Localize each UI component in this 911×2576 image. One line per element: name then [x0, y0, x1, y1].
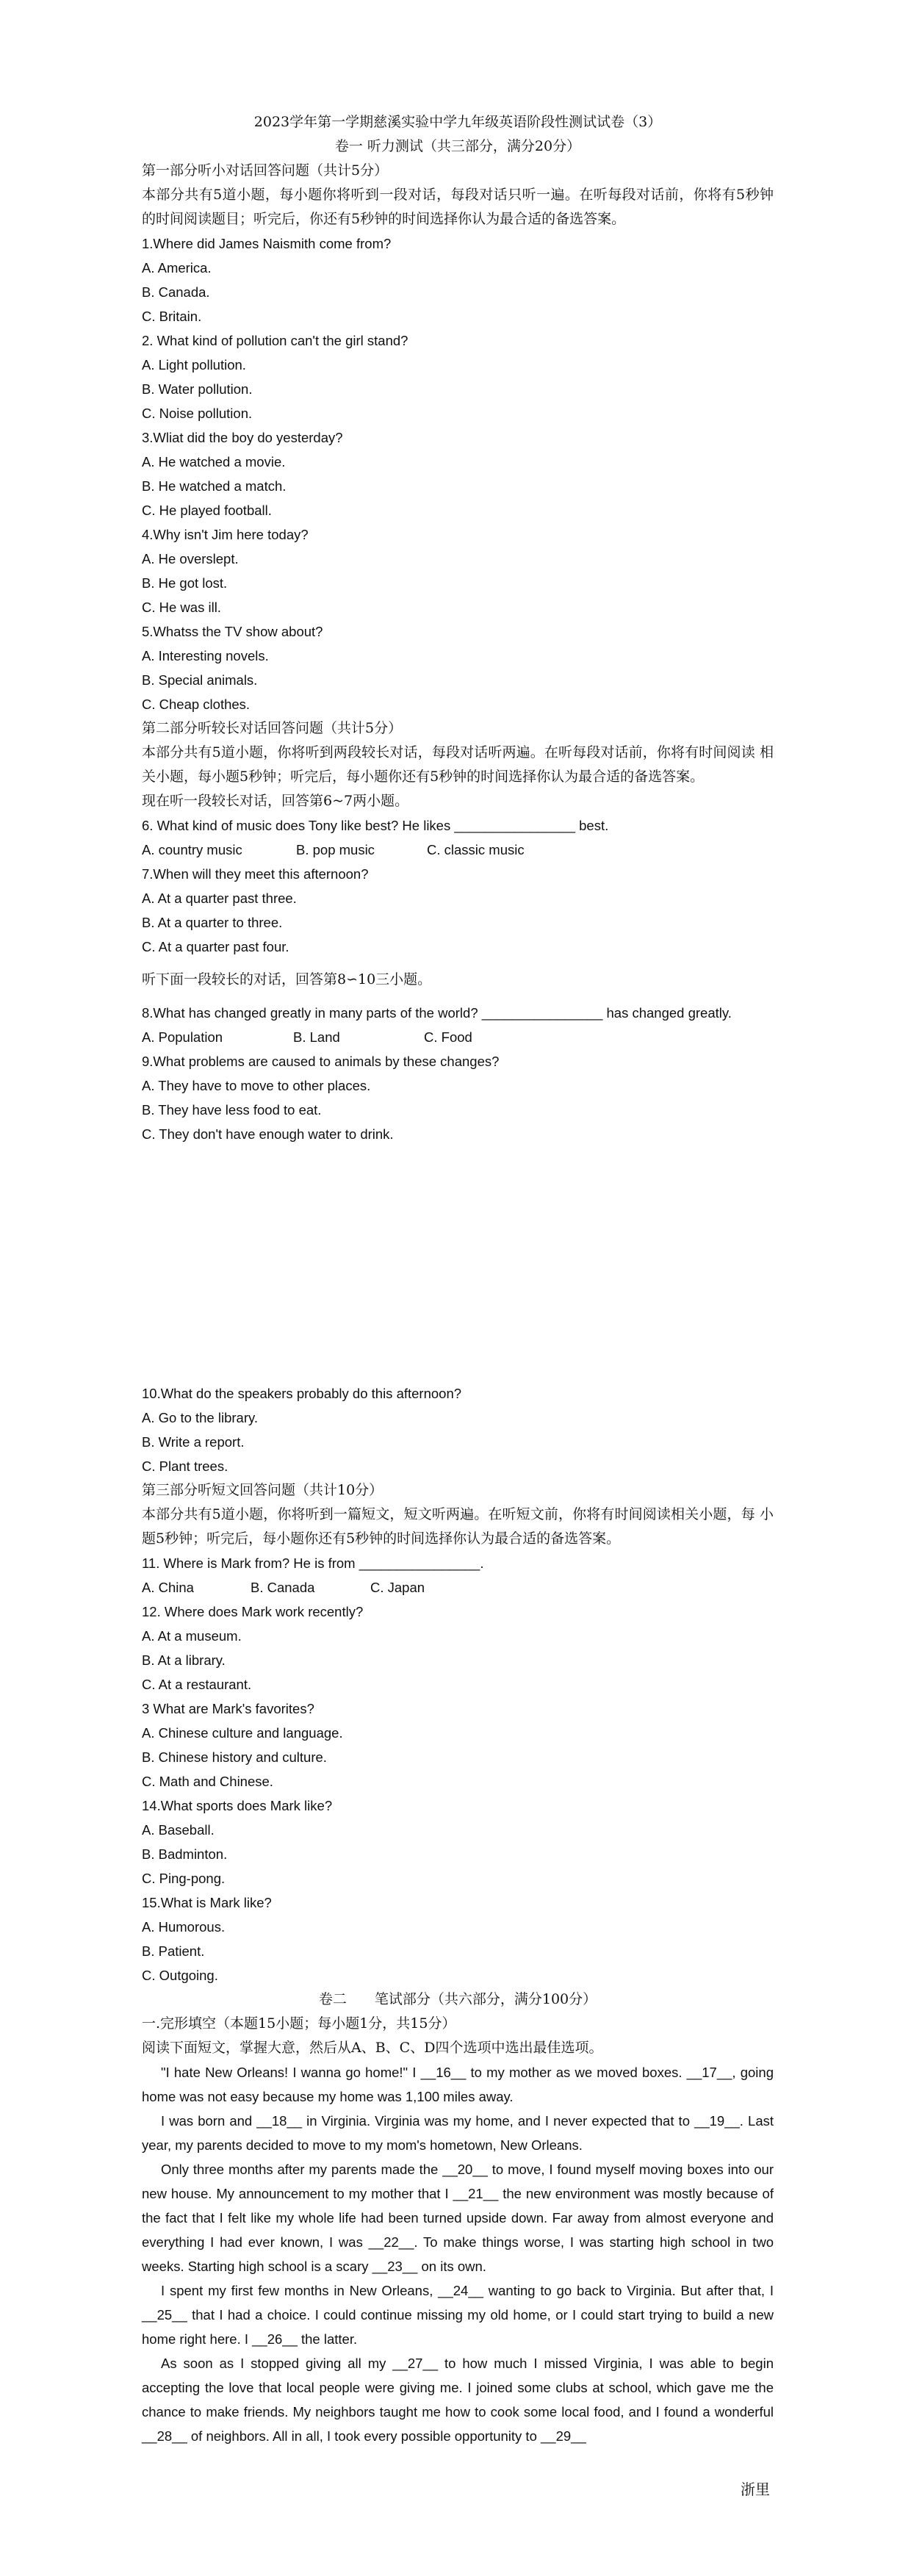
volume2-heading: 卷二 笔试部分（共六部分，满分100分） — [318, 1991, 597, 2007]
question-stem: 3.Wliat did the boy do yesterday? — [142, 430, 343, 445]
part2-heading: 第二部分听较长对话回答问题（共计5分） — [142, 720, 403, 736]
option: B. Special animals. — [142, 672, 258, 688]
cloze-paragraph: As soon as I stopped giving all my __27__ to how much I missed Virginia, I was able to begin accepting the love that local people were giving me. I joined some clubs at school, which gave me the chance to make friends. My neighbors taught me how to cook some local food, and I found a wonderful __28__ of neighbors. All in all, I took every possible opportunity to __29__ — [142, 2356, 774, 2444]
option: C. Japan — [370, 1580, 425, 1595]
cloze-paragraph: "I hate New Orleans! I wanna go home!" I __16__ to my mother as we moved boxes. __17__, going home was not easy because my home was 1,100 miles away. — [142, 2065, 774, 2104]
question-stem: 8.What has changed greatly in many parts of the world? ________________ has changed greatly. — [142, 1005, 732, 1021]
option: B. Chinese history and culture. — [142, 1749, 327, 1765]
option: A. At a museum. — [142, 1628, 242, 1644]
option: C. At a restaurant. — [142, 1677, 252, 1692]
option: B. Water pollution. — [142, 381, 253, 397]
option: A. America. — [142, 260, 212, 276]
part2-intro: 本部分共有5道小题，你将听到两段较长对话，每段对话听两遍。在听每段对话前，你将有时间阅读 相关小题，每小题5秒钟；听完后，每小题你还有5秒钟的时间选择你认为最合适的备选答案。 — [142, 744, 774, 785]
question-stem: 6. What kind of music does Tony like best? He likes ________________ best. — [142, 818, 609, 833]
question-stem: 3 What are Mark's favorites? — [142, 1701, 314, 1716]
footer-mark: 浙里 — [741, 2480, 770, 2498]
question-stem: 9.What problems are caused to animals by these changes? — [142, 1054, 500, 1069]
option: C. Plant trees. — [142, 1458, 228, 1474]
option: C. classic music — [427, 842, 525, 857]
option: B. Land — [293, 1029, 340, 1045]
question-stem: 12. Where does Mark work recently? — [142, 1604, 364, 1619]
blank-space — [142, 1146, 774, 1381]
option: A. They have to move to other places. — [142, 1078, 371, 1093]
option: C. Outgoing. — [142, 1968, 218, 1983]
option: B. Canada — [251, 1580, 315, 1595]
question-stem: 10.What do the speakers probably do this afternoon? — [142, 1386, 462, 1401]
option: A. China — [142, 1580, 194, 1595]
question-stem: 4.Why isn't Jim here today? — [142, 527, 309, 542]
option-row — [142, 838, 774, 862]
cloze-paragraph: Only three months after my parents made the __20__ to move, I found myself moving boxes into our new house. My announcement to my mother that I __21__ the new environment was mostly because of the fact that I felt like my whole life had been turned upside down. Far away from almost everyone and everything I had ever known, I was __22__. To make things worse, I was starting high school in two weeks. Starting high school is a scary __23__ on its own. — [142, 2162, 774, 2274]
exam-document — [142, 110, 774, 2448]
option: C. Ping-pong. — [142, 1871, 226, 1886]
option: A. Go to the library. — [142, 1410, 258, 1425]
volume1-subtitle: 卷一 听力测试（共三部分，满分20分） — [334, 138, 581, 154]
option: A. He overslept. — [142, 551, 239, 566]
option: B. At a library. — [142, 1652, 226, 1668]
option: C. At a quarter past four. — [142, 939, 289, 954]
option: B. At a quarter to three. — [142, 915, 283, 930]
question-stem: 7.When will they meet this afternoon? — [142, 866, 369, 882]
part1-intro: 本部分共有5道小题，每小题你将听到一段对话，每段对话只听一遍。在听每段对话前，你将有5秒钟的时间阅读题目；听完后，你还有5秒钟的时间选择你认为最合适的备选答案。 — [142, 187, 774, 227]
option: B. Badminton. — [142, 1846, 228, 1862]
option: C. He was ill. — [142, 600, 221, 615]
question-stem: 2. What kind of pollution can't the girl stand? — [142, 333, 408, 348]
cloze-instruction: 阅读下面短文，掌握大意，然后从A、B、C、D四个选项中选出最佳选项。 — [142, 2040, 603, 2056]
option: C. They don't have enough water to drink. — [142, 1126, 394, 1142]
option: A. He watched a movie. — [142, 454, 286, 469]
option: B. They have less food to eat. — [142, 1102, 322, 1118]
option: A. Chinese culture and language. — [142, 1725, 343, 1741]
option: A. At a quarter past three. — [142, 891, 297, 906]
option: B. Canada. — [142, 284, 210, 300]
cloze-paragraph: I spent my first few months in New Orleans, __24__ wanting to go back to Virginia. But after that, I __25__ that I had a choice. I could continue missing my old home, or I could start trying to build a new home right here. I __26__ the latter. — [142, 2283, 774, 2347]
cloze-heading: 一.完形填空（本题15小题；每小题1分，共15分） — [142, 2015, 456, 2032]
option: C. Britain. — [142, 309, 202, 324]
option: A. Population — [142, 1029, 223, 1045]
exam-title: 2023学年第一学期慈溪实验中学九年级英语阶段性测试试卷（3） — [253, 114, 662, 130]
option: B. He watched a match. — [142, 478, 287, 494]
option: B. He got lost. — [142, 575, 228, 591]
question-stem: 11. Where is Mark from? He is from ________________. — [142, 1555, 484, 1571]
option: B. Write a report. — [142, 1434, 245, 1450]
part2-lead-1: 现在听一段较长对话，回答第6~7两小题。 — [142, 793, 409, 809]
cloze-paragraph: I was born and __18__ in Virginia. Virginia was my home, and I never expected that to __19__. Last year, my parents decided to move to my mom's hometown, New Orleans. — [142, 2113, 774, 2153]
question-stem: 5.Whatss the TV show about? — [142, 624, 323, 639]
question-stem: 15.What is Mark like? — [142, 1895, 272, 1910]
option: A. Humorous. — [142, 1919, 226, 1935]
option: C. He played football. — [142, 503, 272, 518]
option-row — [142, 1025, 774, 1049]
part3-intro: 本部分共有5道小题，你将听到一篇短文，短文听两遍。在听短文前，你将有时间阅读相关小题，每 小题5秒钟；听完后，每小题你还有5秒钟的时间选择你认为最合适的备选答案。 — [142, 1506, 774, 1547]
option-row — [142, 1575, 774, 1600]
question-stem: 1.Where did James Naismith come from? — [142, 236, 392, 251]
part3-heading: 第三部分听短文回答问题（共计10分） — [142, 1482, 384, 1498]
part1-heading: 第一部分听小对话回答问题（共计5分） — [142, 162, 389, 179]
option: C. Food — [424, 1029, 472, 1045]
option: A. country music — [142, 842, 242, 857]
option: C. Math and Chinese. — [142, 1774, 273, 1789]
option: B. Patient. — [142, 1943, 205, 1959]
question-stem: 14.What sports does Mark like? — [142, 1798, 333, 1813]
option: A. Light pollution. — [142, 357, 246, 373]
option: A. Baseball. — [142, 1822, 215, 1838]
option: C. Cheap clothes. — [142, 697, 251, 712]
part1-questions — [142, 231, 774, 716]
option: C. Noise pollution. — [142, 406, 253, 421]
option: A. Interesting novels. — [142, 648, 269, 663]
part2-lead-2: 听下面一段较长的对话，回答第8∽10三小题。 — [142, 971, 432, 987]
option: B. pop music — [296, 842, 375, 857]
